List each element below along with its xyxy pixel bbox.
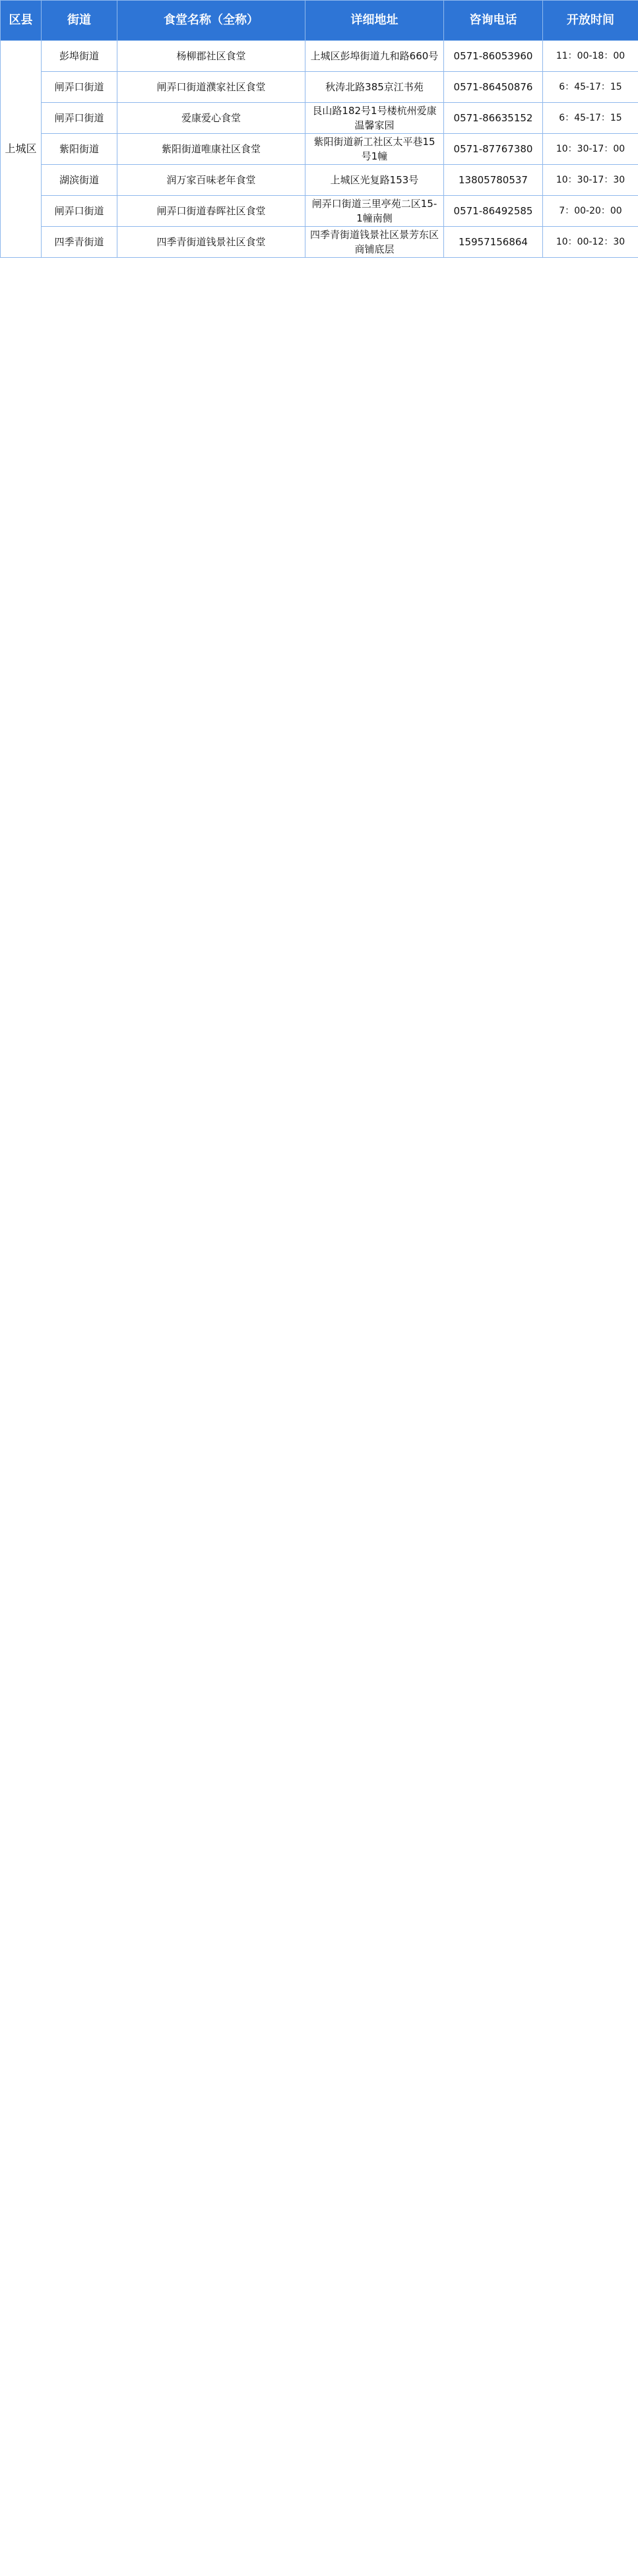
header-district: 区县 bbox=[1, 1, 42, 41]
cell-address: 闸弄口街道三里亭苑二区15-1幢南侧 bbox=[305, 196, 444, 227]
header-street: 街道 bbox=[42, 1, 117, 41]
cell-canteen-name: 闸弄口街道濮家社区食堂 bbox=[117, 72, 305, 103]
cell-address: 艮山路182号1号楼杭州爱康温馨家园 bbox=[305, 103, 444, 134]
cell-open-hours: 6：45-17：15 bbox=[543, 103, 638, 134]
cell-phone: 0571-86635152 bbox=[444, 103, 543, 134]
cell-open-hours: 7：00-20：00 bbox=[543, 196, 638, 227]
table-row bbox=[1, 41, 638, 72]
header-row bbox=[1, 1, 638, 41]
header-phone: 咨询电话 bbox=[444, 1, 543, 41]
cell-street: 湖滨街道 bbox=[42, 165, 117, 196]
cell-canteen-name: 润万家百味老年食堂 bbox=[117, 165, 305, 196]
cell-canteen-name: 杨柳郡社区食堂 bbox=[117, 41, 305, 72]
cell-street: 紫阳街道 bbox=[42, 134, 117, 165]
cell-street: 彭埠街道 bbox=[42, 41, 117, 72]
cell-district: 上城区 bbox=[1, 41, 42, 258]
table-row bbox=[1, 196, 638, 227]
cell-address: 四季青街道钱景社区景芳东区商铺底层 bbox=[305, 227, 444, 258]
cell-open-hours: 10：00-12：30 bbox=[543, 227, 638, 258]
cell-canteen-name: 爱康爱心食堂 bbox=[117, 103, 305, 134]
cell-street: 四季青街道 bbox=[42, 227, 117, 258]
cell-address: 上城区光复路153号 bbox=[305, 165, 444, 196]
cell-canteen-name: 四季青街道钱景社区食堂 bbox=[117, 227, 305, 258]
table-row bbox=[1, 165, 638, 196]
cell-phone: 13805780537 bbox=[444, 165, 543, 196]
cell-phone: 15957156864 bbox=[444, 227, 543, 258]
cell-address: 秋涛北路385京江书苑 bbox=[305, 72, 444, 103]
cell-open-hours: 10：30-17：00 bbox=[543, 134, 638, 165]
header-open-hours: 开放时间 bbox=[543, 1, 638, 41]
cell-phone: 0571-87767380 bbox=[444, 134, 543, 165]
table-row bbox=[1, 227, 638, 258]
cell-street: 闸弄口街道 bbox=[42, 103, 117, 134]
header-canteen-name: 食堂名称（全称） bbox=[117, 1, 305, 41]
canteen-table bbox=[0, 0, 638, 258]
cell-address: 上城区彭埠街道九和路660号 bbox=[305, 41, 444, 72]
cell-phone: 0571-86053960 bbox=[444, 41, 543, 72]
cell-canteen-name: 紫阳街道唯康社区食堂 bbox=[117, 134, 305, 165]
header-address: 详细地址 bbox=[305, 1, 444, 41]
cell-open-hours: 10：30-17：30 bbox=[543, 165, 638, 196]
table-row bbox=[1, 134, 638, 165]
cell-street: 闸弄口街道 bbox=[42, 196, 117, 227]
cell-open-hours: 6：45-17：15 bbox=[543, 72, 638, 103]
cell-canteen-name: 闸弄口街道春晖社区食堂 bbox=[117, 196, 305, 227]
table-header bbox=[1, 1, 638, 41]
cell-phone: 0571-86450876 bbox=[444, 72, 543, 103]
table-row bbox=[1, 103, 638, 134]
cell-address: 紫阳街道新工社区太平巷15号1幢 bbox=[305, 134, 444, 165]
table-body bbox=[1, 41, 638, 258]
cell-street: 闸弄口街道 bbox=[42, 72, 117, 103]
cell-open-hours: 11：00-18：00 bbox=[543, 41, 638, 72]
cell-phone: 0571-86492585 bbox=[444, 196, 543, 227]
table-row bbox=[1, 72, 638, 103]
